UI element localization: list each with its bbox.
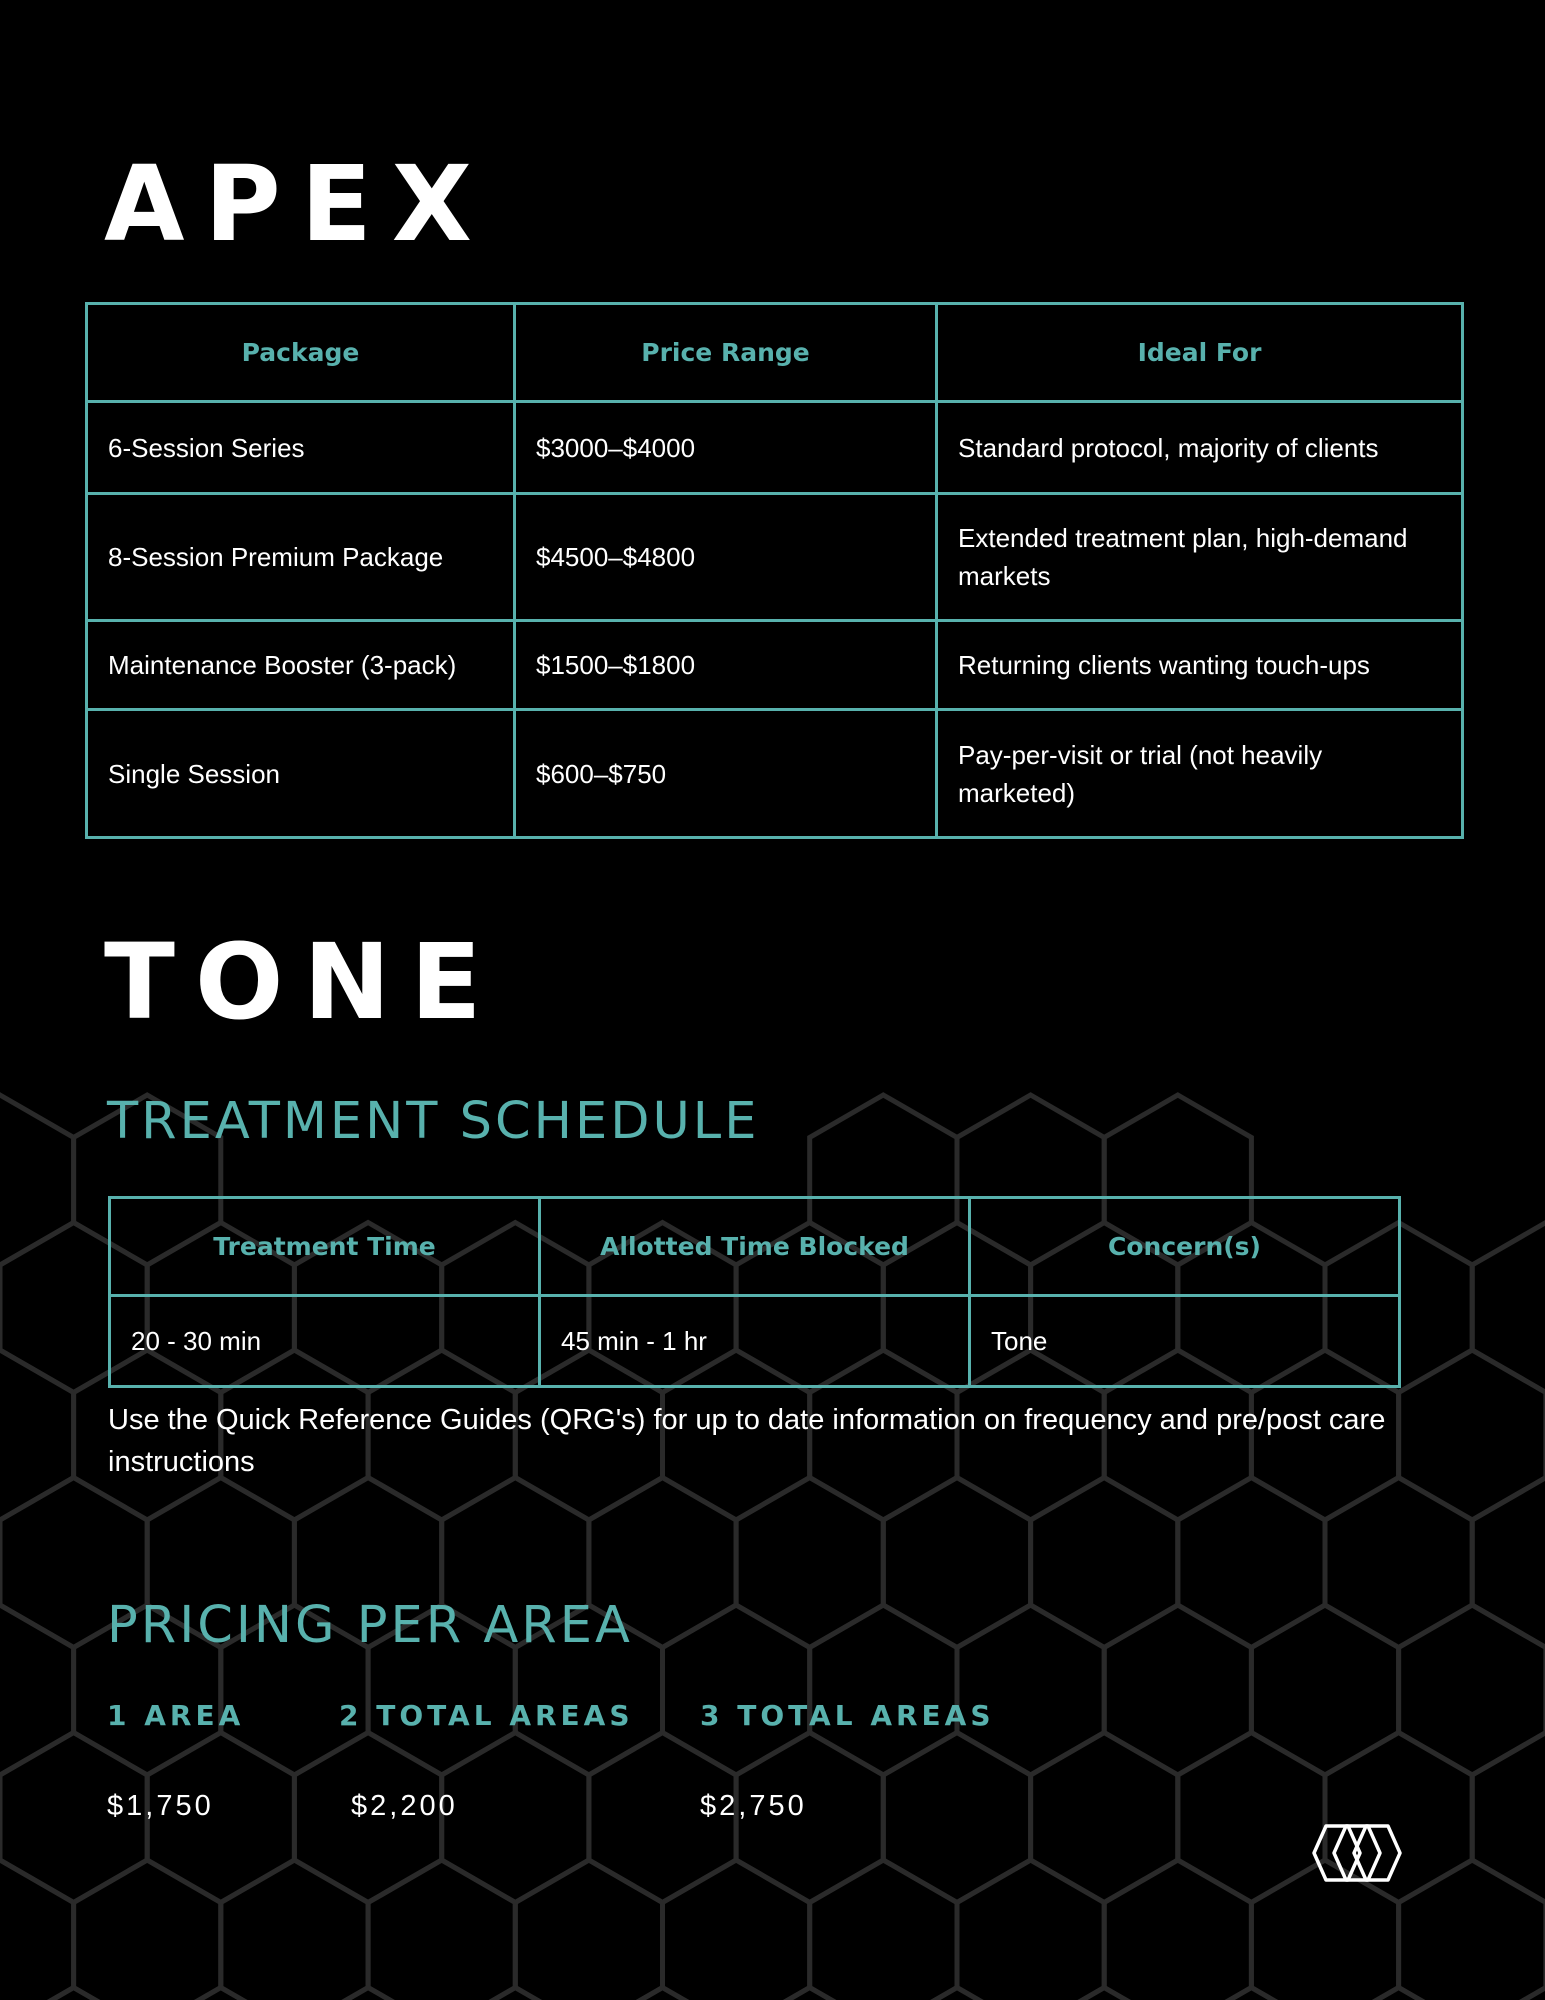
apex-package-table <box>85 302 1464 839</box>
area-label: 2 TOTAL AREAS <box>339 1699 634 1732</box>
pricing-per-area-heading: PRICING PER AREA <box>107 1596 633 1655</box>
package-cell: 8-Session Premium Package <box>87 494 515 621</box>
concerns-cell: Tone <box>970 1296 1400 1387</box>
tone-title: TONE <box>104 921 502 1043</box>
ideal-for-cell: Standard protocol, majority of clients <box>937 402 1463 494</box>
header-concerns: Concern(s) <box>970 1198 1400 1296</box>
header-ideal-for: Ideal For <box>937 304 1463 402</box>
header-price-range: Price Range <box>515 304 937 402</box>
ideal-for-cell: Extended treatment plan, high-demand markets <box>937 494 1463 621</box>
hexagon-chain-logo-icon <box>1302 1820 1412 1886</box>
qrg-note: Use the Quick Reference Guides (QRG's) for up to date information on frequency and pre/post care instructions <box>108 1404 1386 1478</box>
header-allotted-time: Allotted Time Blocked <box>540 1198 970 1296</box>
apex-table-header-row <box>87 304 1463 402</box>
treatment-time-cell: 20 - 30 min <box>110 1296 540 1387</box>
header-package: Package <box>87 304 515 402</box>
table-row <box>87 494 1463 621</box>
area-label: 3 TOTAL AREAS <box>700 1699 995 1732</box>
allotted-time-cell: 45 min - 1 hr <box>540 1296 970 1387</box>
area-price: $1,750 <box>107 1790 214 1822</box>
area-label: 1 AREA <box>107 1699 245 1732</box>
table-row <box>110 1296 1400 1387</box>
header-treatment-time: Treatment Time <box>110 1198 540 1296</box>
price-range-cell: $1500–$1800 <box>515 621 937 710</box>
price-range-cell: $4500–$4800 <box>515 494 937 621</box>
treatment-schedule-table <box>108 1196 1401 1388</box>
table-row <box>87 710 1463 838</box>
price-range-cell: $600–$750 <box>515 710 937 838</box>
treatment-schedule-heading: TREATMENT SCHEDULE <box>107 1092 760 1151</box>
ideal-for-cell: Pay-per-visit or trial (not heavily marketed) <box>937 710 1463 838</box>
schedule-table-header-row <box>110 1198 1400 1296</box>
apex-title: APEX <box>104 143 492 265</box>
area-price: $2,750 <box>700 1790 807 1822</box>
package-cell: Single Session <box>87 710 515 838</box>
package-cell: Maintenance Booster (3-pack) <box>87 621 515 710</box>
ideal-for-cell: Returning clients wanting touch-ups <box>937 621 1463 710</box>
table-row <box>87 621 1463 710</box>
package-cell: 6-Session Series <box>87 402 515 494</box>
area-price: $2,200 <box>351 1790 458 1822</box>
table-row <box>87 402 1463 494</box>
price-range-cell: $3000–$4000 <box>515 402 937 494</box>
